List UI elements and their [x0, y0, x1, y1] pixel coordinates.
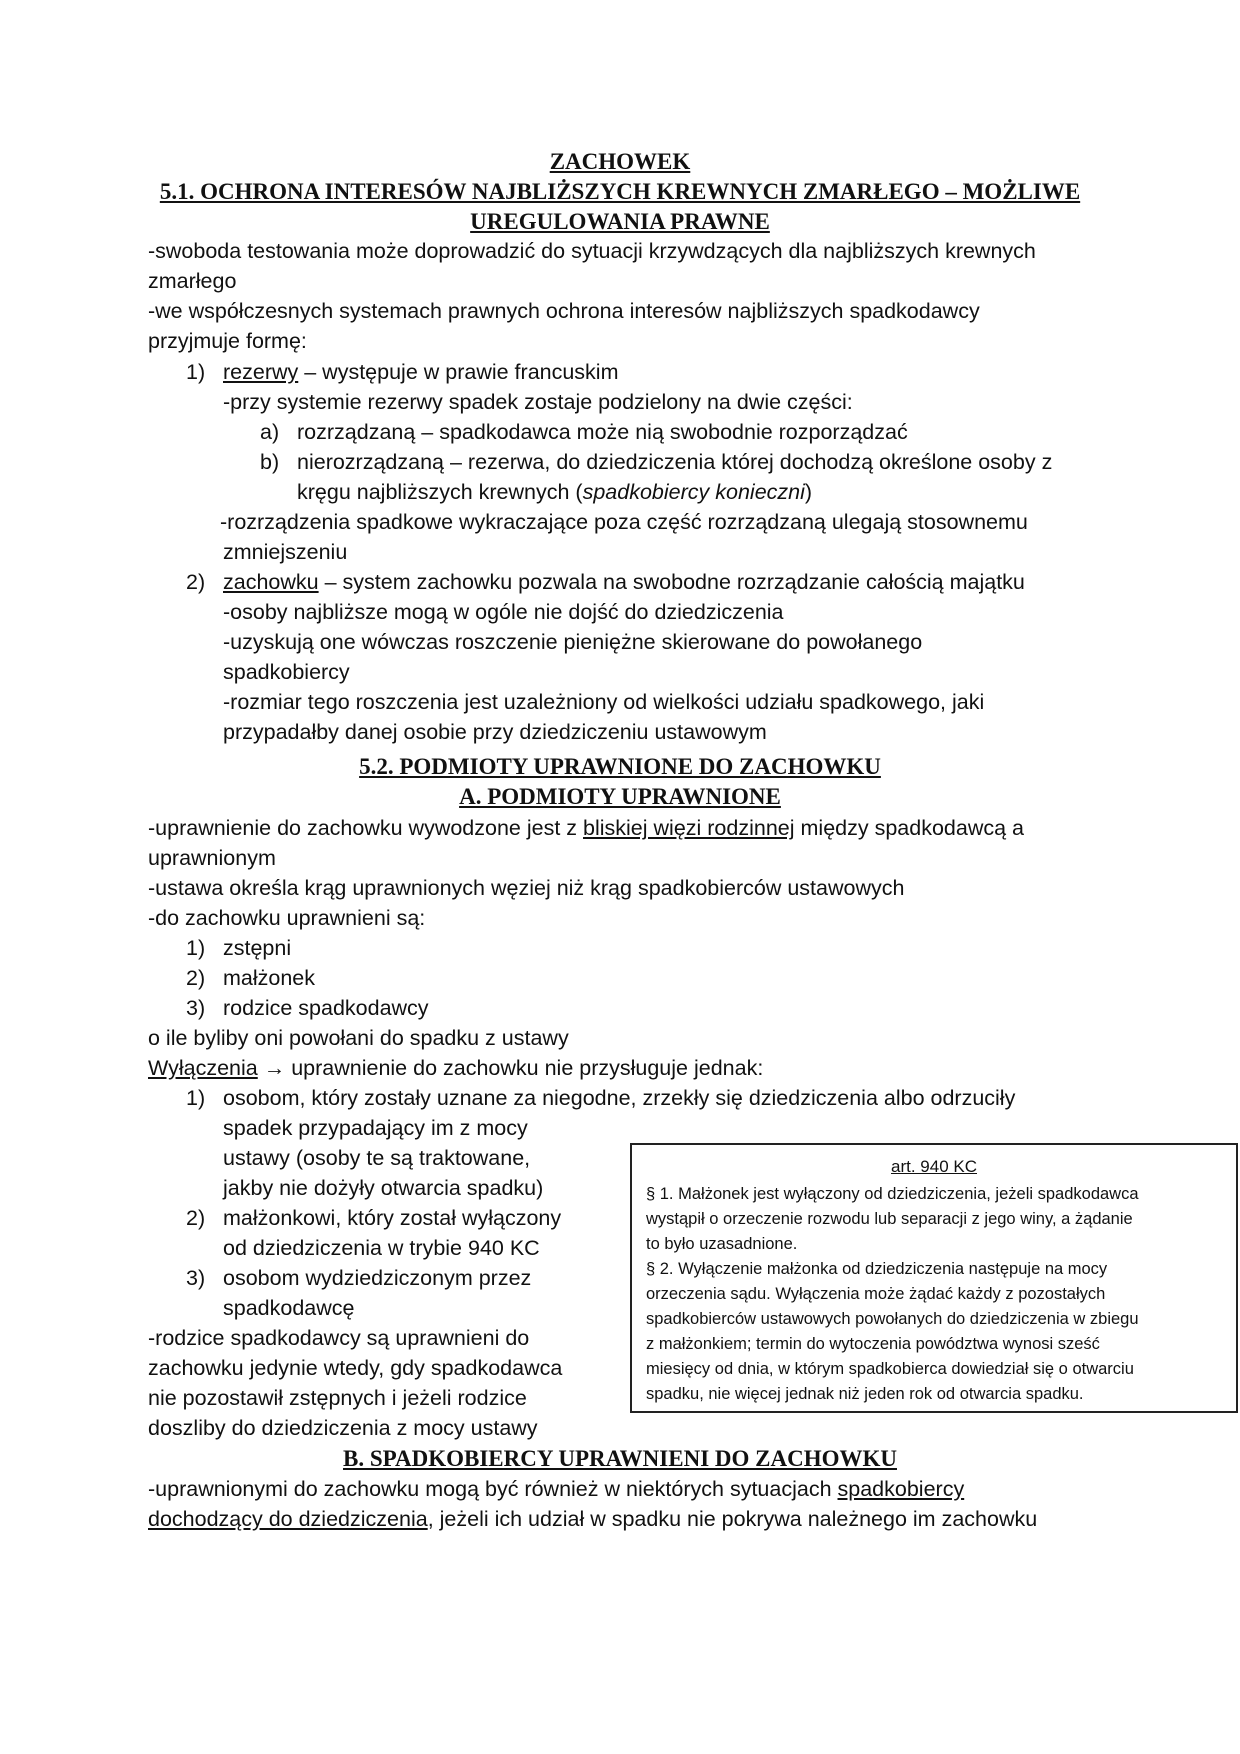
text-fragment: -uprawnionymi do zachowku mogą być również w niektórych sytuacjach [148, 1477, 838, 1501]
text-fragment: , jeżeli ich udział w spadku nie pokrywa należnego im zachowku [427, 1507, 1038, 1531]
list-item-text: rozrządzaną – spadkodawca może nią swobodnie rozporządzać [297, 420, 908, 444]
article-box-line: miesięcy od dnia, w którym spadkobierca dowiedział się o otwarciu [646, 1360, 1134, 1378]
term-spadkobiercy: spadkobiercy [837, 1477, 965, 1501]
section-5-2-heading: 5.2. PODMIOTY UPRAWNIONE DO ZACHOWKU [359, 754, 881, 779]
paragraph-line [148, 813, 1024, 843]
list-item-text: osobom wydziedziczonym przez [223, 1266, 532, 1290]
paragraph-line: nie pozostawił zstępnych i jeżeli rodzice [148, 1386, 527, 1410]
list-item-text: spadek przypadający im z mocy [223, 1116, 528, 1140]
paragraph-line: przyjmuje formę: [148, 329, 307, 353]
paragraph-line: o ile byliby oni powołani do spadku z ustawy [148, 1026, 569, 1050]
list-number: 2) [186, 1206, 206, 1230]
paragraph-line: -osoby najbliższe mogą w ogóle nie dojść do dziedziczenia [223, 600, 784, 624]
subsection-a-heading: A. PODMIOTY UPRAWNIONE [459, 784, 781, 809]
paragraph-line: -swoboda testowania może doprowadzić do sytuacji krzywdzących dla najbliższych krewnych [148, 239, 1036, 263]
subsection-b-heading: B. SPADKOBIERCY UPRAWNIENI DO ZACHOWKU [343, 1446, 897, 1471]
article-box-line: z małżonkiem; termin do wytoczenia powództwa wynosi sześć [646, 1335, 1100, 1353]
list-number: 2) [186, 570, 206, 594]
text-fragment: ) [804, 480, 813, 504]
paragraph-line: spadkobiercy [223, 660, 350, 684]
paragraph-line [148, 1053, 763, 1083]
article-box-line: § 2. Wyłączenie małżonka od dziedziczenia następuje na mocy [646, 1260, 1108, 1278]
paragraph-line: zachowku jedynie wtedy, gdy spadkodawca [148, 1356, 563, 1380]
list-number: 1) [186, 936, 206, 960]
list-item-text: zstępni [223, 936, 292, 960]
paragraph-line: uprawnionym [148, 846, 276, 870]
article-box-line: to było uzasadnione. [646, 1235, 798, 1253]
term-bliska-wiez: bliskiej więzi rodzinnej [583, 816, 795, 840]
paragraph-line: -rozmiar tego roszczenia jest uzależniony od wielkości udziału spadkowego, jaki [223, 690, 985, 714]
paragraph-line [148, 1504, 1037, 1534]
article-box-line: orzeczenia sądu. Wyłączenia może żądać każdy z pozostałych [646, 1285, 1106, 1303]
list-item-text: od dziedziczenia w trybie 940 KC [223, 1236, 540, 1260]
list-item-text: – system zachowku pozwala na swobodne rozrządzanie całością majątku [318, 570, 1025, 594]
term-dochodzacy: dochodzący do dziedziczenia [148, 1507, 428, 1531]
paragraph-line: -rozrządzenia spadkowe wykraczające poza część rozrządzaną ulegają stosownemu [220, 510, 1028, 534]
term-spadkobiercy-konieczni: spadkobiercy konieczni [582, 480, 805, 504]
section-5-1-heading-cont: UREGULOWANIA PRAWNE [470, 209, 770, 234]
list-letter: b) [260, 450, 280, 474]
paragraph-line [148, 1474, 964, 1504]
text-fragment: kręgu najbliższych krewnych ( [297, 480, 583, 504]
list-item-text: ustawy (osoby te są traktowane, [223, 1146, 531, 1170]
article-box-line: spadku, nie więcej jednak niż jeden rok od otwarcia spadku. [646, 1385, 1084, 1403]
paragraph-line: -przy systemie rezerwy spadek zostaje podzielony na dwie części: [223, 390, 853, 414]
list-item-text: osobom, który zostały uznane za niegodne, zrzekły się dziedziczenia albo odrzuciły [223, 1086, 1016, 1110]
article-box-title: art. 940 KC [891, 1157, 977, 1176]
article-box-line: spadkobierców ustawowych powołanych do dziedziczenia w zbiegu [646, 1310, 1139, 1328]
list-number: 3) [186, 1266, 206, 1290]
text-fragment: -uprawnienie do zachowku wywodzone jest z [148, 816, 584, 840]
article-940-box [630, 1143, 1238, 1413]
text-fragment: między spadkodawcą a [794, 816, 1024, 840]
list-number: 1) [186, 360, 206, 384]
section-5-1-heading: 5.1. OCHRONA INTERESÓW NAJBLIŻSZYCH KREWNYCH ZMARŁEGO – MOŻLIWE [159, 179, 1081, 204]
list-item [223, 567, 1025, 597]
paragraph-line: -we współczesnych systemach prawnych ochrona interesów najbliższych spadkodawcy [148, 299, 980, 323]
list-item-text: spadkodawcę [223, 1296, 355, 1320]
list-item-text: małżonkowi, który został wyłączony [223, 1206, 562, 1230]
paragraph-line: -ustawa określa krąg uprawnionych węziej niż krąg spadkobierców ustawowych [148, 876, 905, 900]
term-zachowku: zachowku [223, 570, 319, 594]
term-wylaczenia: Wyłączenia [148, 1056, 258, 1080]
list-item-text [297, 477, 812, 507]
list-number: 2) [186, 966, 206, 990]
list-letter: a) [260, 420, 280, 444]
paragraph-line: -do zachowku uprawnieni są: [148, 906, 426, 930]
article-box-line: wystąpił o orzeczenie rozwodu lub separacji z jego winy, a żądanie [646, 1210, 1133, 1228]
text-fragment: uprawnienie do zachowku nie przysługuje jednak: [291, 1056, 764, 1080]
paragraph-line: zmniejszeniu [223, 540, 348, 564]
term-rezerwy: rezerwy [223, 360, 299, 384]
paragraph-line: przypadałby danej osobie przy dziedziczeniu ustawowym [223, 720, 767, 744]
paragraph-line: doszliby do dziedziczenia z mocy ustawy [148, 1416, 538, 1440]
list-item-text: jakby nie dożyły otwarcia spadku) [223, 1176, 544, 1200]
list-number: 1) [186, 1086, 206, 1110]
list-item [223, 357, 619, 387]
list-item-text: – występuje w prawie francuskim [298, 360, 619, 384]
document-title: ZACHOWEK [549, 149, 691, 174]
paragraph-line: -rodzice spadkodawcy są uprawnieni do [148, 1326, 530, 1350]
list-number: 3) [186, 996, 206, 1020]
paragraph-line: -uzyskują one wówczas roszczenie pieniężne skierowane do powołanego [223, 630, 923, 654]
article-box-line: § 1. Małżonek jest wyłączony od dziedziczenia, jeżeli spadkodawca [646, 1185, 1139, 1203]
list-item-text: małżonek [223, 966, 316, 990]
arrow-icon: → [257, 1056, 292, 1080]
list-item-text: nierozrządzaną – rezerwa, do dziedziczenia której dochodzą określone osoby z [297, 450, 1053, 474]
paragraph-line: zmarłego [148, 269, 237, 293]
list-item-text: rodzice spadkodawcy [223, 996, 429, 1020]
